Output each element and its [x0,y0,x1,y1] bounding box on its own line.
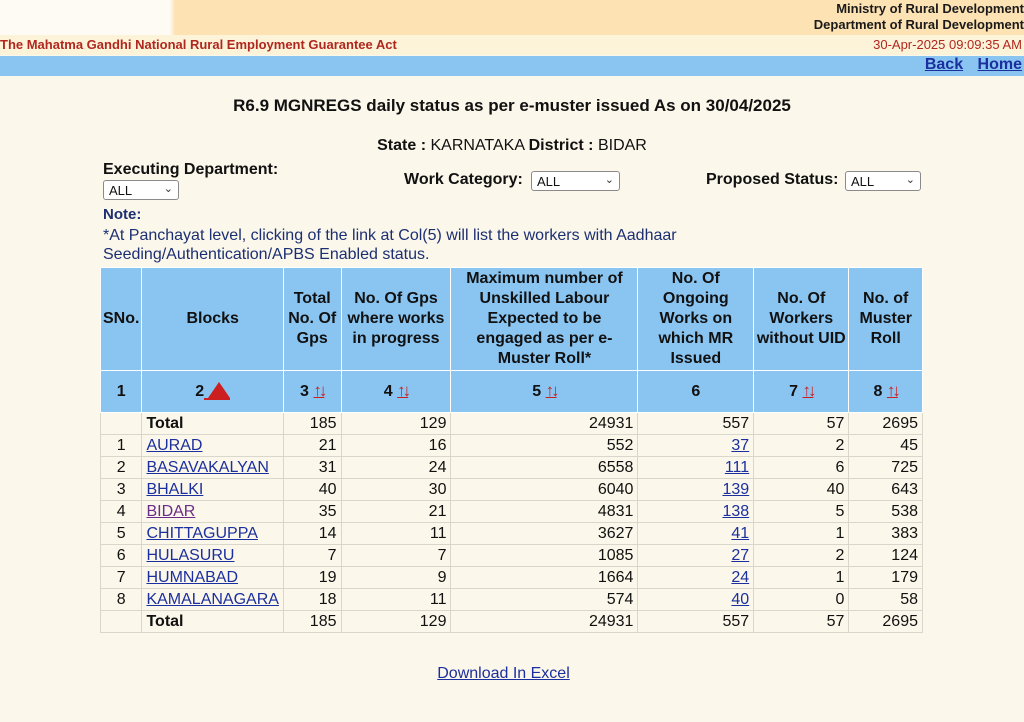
chevron-down-icon: ⌄ [604,174,614,186]
col-number-label: 5 [532,383,542,400]
col-number-7[interactable] [754,371,849,413]
sort-toggle-icon[interactable]: ↑↓ [886,381,898,400]
col-number-1 [101,371,142,413]
row-no-uid: 2 [754,545,849,567]
total-sno-cell [101,413,142,435]
state-value: KARNATAKA [430,137,525,154]
note-title: Note: [103,206,142,223]
work-category-select[interactable] [531,171,620,191]
col-header-sno: SNo. [101,268,142,371]
row-max-labour: 552 [451,435,638,457]
row-sno: 2 [101,457,142,479]
total-max-labour: 24931 [451,611,638,633]
row-sno: 6 [101,545,142,567]
sort-toggle-icon[interactable]: ↑↓ [313,381,325,400]
state-label: State : [377,137,427,154]
col-number-label: 7 [789,383,799,400]
row-works-cell [638,545,754,567]
row-max-labour: 6040 [451,479,638,501]
total-no-uid: 57 [754,611,849,633]
row-muster: 58 [849,589,923,611]
row-sno: 5 [101,523,142,545]
executing-department-value: ALL [109,183,133,198]
proposed-status-select[interactable] [845,171,921,191]
total-label: Total [142,413,283,435]
total-works: 557 [638,413,754,435]
row-gps: 21 [283,435,341,457]
row-gps: 35 [283,501,341,523]
total-no-uid: 57 [754,413,849,435]
works-link[interactable]: 138 [722,502,750,520]
row-gps-progress: 16 [341,435,451,457]
row-block-cell [142,523,283,545]
row-muster: 124 [849,545,923,567]
note-text: *At Panchayat level, clicking of the link at Col(5) will list the workers with Aadhaar Seeding/Authentication/APBS Enabled status. [103,227,677,263]
works-link[interactable]: 111 [724,458,750,476]
row-gps: 31 [283,457,341,479]
executing-department-label: Executing Department: [103,161,279,178]
report-datetime: 30-Apr-2025 09:09:35 AM [873,37,1022,52]
table-row [101,457,923,479]
block-link[interactable]: CHITTAGUPPA [146,524,258,542]
row-gps: 14 [283,523,341,545]
total-sno-cell [101,611,142,633]
total-muster: 2695 [849,413,923,435]
chevron-down-icon: ⌄ [905,174,915,186]
download-excel-link[interactable]: Download In Excel [437,665,570,682]
col-number-5[interactable] [451,371,638,413]
district-value: BIDAR [597,137,647,154]
row-max-labour: 3627 [451,523,638,545]
table-row [101,435,923,457]
col-header-muster-roll: No. of Muster Roll [849,268,923,371]
nav-links [915,56,1022,74]
block-link[interactable]: BIDAR [146,502,196,520]
col-number-3[interactable] [283,371,341,413]
row-gps: 19 [283,567,341,589]
col-number-2[interactable] [142,371,283,413]
row-sno: 8 [101,589,142,611]
district-label: District : [528,137,594,154]
row-max-labour: 4831 [451,501,638,523]
act-title: The Mahatma Gandhi National Rural Employment Guarantee Act [0,37,397,52]
col-header-ongoing-works: No. Of Ongoing Works on which MR Issued [638,268,754,371]
row-no-uid: 5 [754,501,849,523]
row-muster: 538 [849,501,923,523]
total-max-labour: 24931 [451,413,638,435]
table-row [101,567,923,589]
col-header-workers-without-uid: No. Of Workers without UID [754,268,849,371]
row-no-uid: 6 [754,457,849,479]
total-works: 557 [638,611,754,633]
row-gps: 18 [283,589,341,611]
row-gps-progress: 11 [341,589,451,611]
col-number-label: 1 [116,382,126,400]
total-label: Total [142,611,283,633]
col-header-total-gps: Total No. Of Gps [283,268,341,371]
sort-toggle-icon[interactable]: ↑↓ [802,381,814,400]
row-max-labour: 6558 [451,457,638,479]
back-link[interactable]: Back [924,56,964,73]
col-header-max-labour: Maximum number of Unskilled Labour Expected to be engaged as per e-Muster Roll* [451,268,638,371]
page-title: R6.9 MGNREGS daily status as per e-muster issued As on 30/04/2025 [233,96,791,115]
ministry-line-2: Department of Rural Development [813,17,1024,32]
home-link[interactable]: Home [977,56,1022,73]
row-gps: 40 [283,479,341,501]
total-row-top [101,413,923,435]
row-works-cell [638,457,754,479]
row-sno: 4 [101,501,142,523]
ministry-title [814,1,1024,33]
row-works-cell [638,435,754,457]
row-block-cell [142,589,283,611]
row-block-cell [142,501,283,523]
table-row [101,523,923,545]
col-number-6 [638,371,754,413]
works-link[interactable]: 40 [731,590,750,608]
work-category-value: ALL [537,174,561,189]
row-muster: 643 [849,479,923,501]
table-row [101,501,923,523]
row-works-cell [638,479,754,501]
work-category-label: Work Category: [404,171,523,188]
col-number-8[interactable] [849,371,923,413]
column-number-row [101,371,923,413]
row-works-cell [638,589,754,611]
nav-bar [0,56,1024,76]
row-gps-progress: 21 [341,501,451,523]
works-link[interactable]: 24 [731,568,750,586]
sort-toggle-icon[interactable]: ↑↓ [545,381,557,400]
row-works-cell [638,567,754,589]
row-block-cell [142,479,283,501]
block-link[interactable]: KAMALANAGARA [146,590,279,608]
works-link[interactable]: 27 [731,546,750,564]
row-sno: 3 [101,479,142,501]
block-link[interactable]: HULASURU [146,546,235,564]
row-block-cell [142,435,283,457]
row-block-cell [142,567,283,589]
total-muster: 2695 [849,611,923,633]
table-row [101,589,923,611]
row-no-uid: 1 [754,523,849,545]
col-header-blocks: Blocks [142,268,283,371]
table-row [101,545,923,567]
table-row [101,479,923,501]
triangle-up-icon [208,382,230,398]
row-block-cell [142,457,283,479]
row-no-uid: 0 [754,589,849,611]
row-muster: 725 [849,457,923,479]
total-row-bottom [101,611,923,633]
works-link[interactable]: 139 [722,480,750,498]
works-link[interactable]: 41 [731,524,750,542]
chevron-down-icon: ⌄ [163,183,173,195]
sort-ascending-icon[interactable] [204,382,230,400]
row-gps-progress: 11 [341,523,451,545]
sort-toggle-icon[interactable]: ↑↓ [397,381,409,400]
row-gps-progress: 7 [341,545,451,567]
row-no-uid: 2 [754,435,849,457]
col-number-4[interactable] [341,371,451,413]
block-link[interactable]: HUMNABAD [146,568,239,586]
row-muster: 179 [849,567,923,589]
col-number-label: 3 [300,383,309,400]
works-link[interactable]: 37 [731,436,750,454]
row-no-uid: 1 [754,567,849,589]
col-number-label: 8 [873,383,883,400]
row-muster: 45 [849,435,923,457]
row-max-labour: 1664 [451,567,638,589]
col-number-label: 4 [383,383,393,400]
row-gps: 7 [283,545,341,567]
col-number-label: 2 [195,382,205,400]
row-sno: 7 [101,567,142,589]
row-gps-progress: 9 [341,567,451,589]
row-gps-progress: 30 [341,479,451,501]
row-muster: 383 [849,523,923,545]
total-gps-progress: 129 [341,413,451,435]
row-block-cell [142,545,283,567]
row-works-cell [638,501,754,523]
row-no-uid: 40 [754,479,849,501]
executing-department-select[interactable] [103,180,179,200]
total-gps: 185 [283,413,341,435]
table-header-row [101,268,923,371]
row-gps-progress: 24 [341,457,451,479]
state-district-line [0,137,1024,155]
block-link[interactable]: BASAVAKALYAN [146,458,269,476]
row-max-labour: 574 [451,589,638,611]
total-gps-progress: 129 [341,611,451,633]
ministry-line-1: Ministry of Rural Development [836,1,1024,16]
row-sno: 1 [101,435,142,457]
col-number-label: 6 [691,382,701,400]
proposed-status-value: ALL [851,174,875,189]
status-table [100,267,923,633]
col-header-gps-in-progress: No. Of Gps where works in progress [341,268,451,371]
block-link[interactable]: AURAD [146,436,203,454]
total-gps: 185 [283,611,341,633]
block-link[interactable]: BHALKI [146,480,204,498]
row-max-labour: 1085 [451,545,638,567]
proposed-status-label: Proposed Status: [706,171,839,188]
row-works-cell [638,523,754,545]
